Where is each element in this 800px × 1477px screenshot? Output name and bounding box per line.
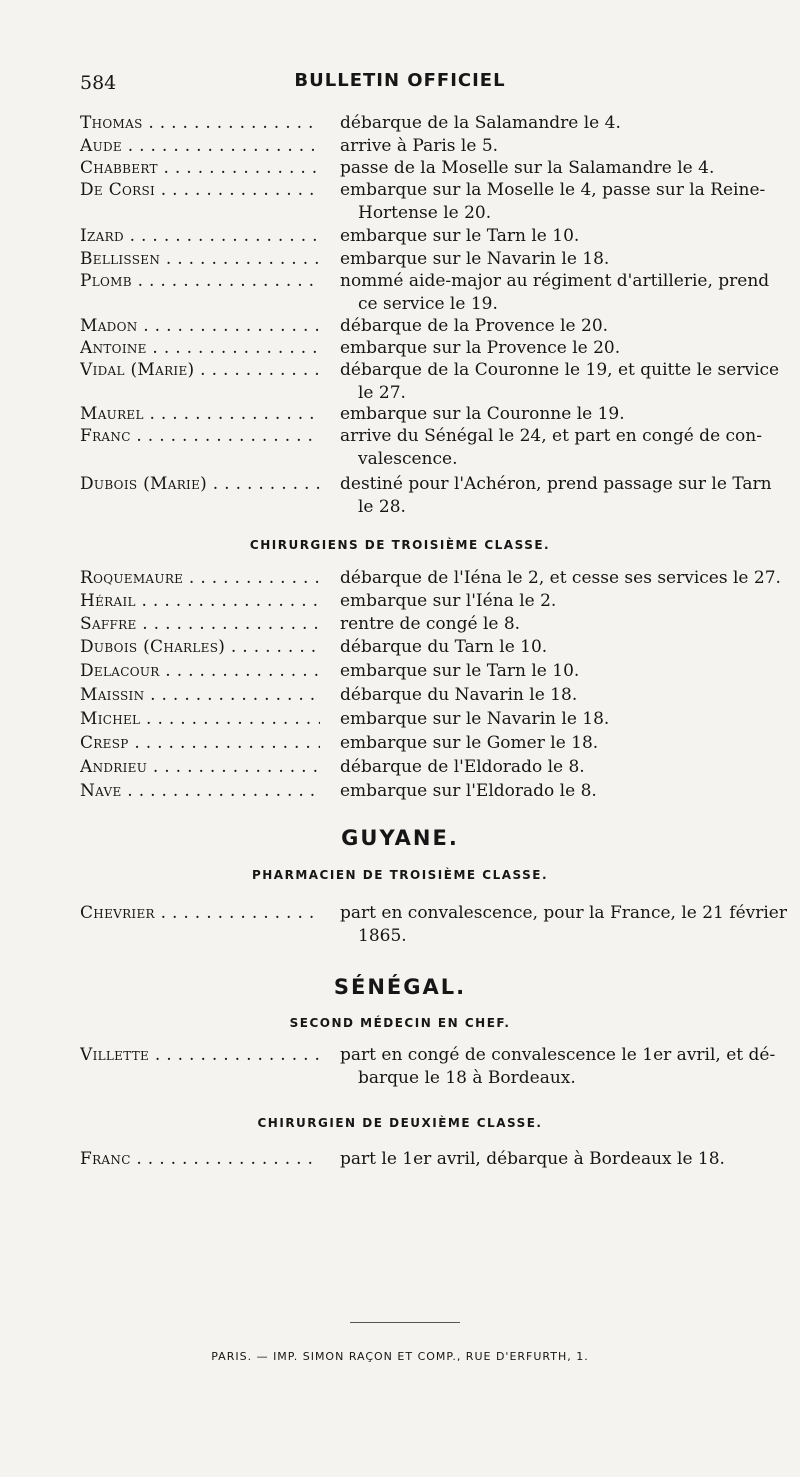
entry-text: débarque de l'Eldorado le 8. [340,757,585,777]
entry-continuation: Hortense le 20. [358,203,492,223]
entry-name: Bellissen . . . [80,248,320,270]
entry-text: débarque de la Salamandre le 4. [340,113,621,133]
section-heading: CHIRURGIENS DE TROISIÈME CLASSE. [249,538,551,552]
entry-continuation: barque le 18 à Bordeaux. [358,1068,576,1088]
entry-name: Franc . . . [80,425,320,447]
entry-continuation: le 27. [358,383,406,403]
region-heading-guyane: GUYANE. [341,826,459,850]
entry-name: Vidal (Marie) . . . [80,359,320,381]
entry-text: embarque sur le Tarn le 10. [340,226,580,246]
entry-text: destiné pour l'Achéron, prend passage sur le Tarn [340,474,772,494]
entry-name: Dubois (Marie) . . . [80,473,320,495]
entry-name: Villette . . . [80,1044,320,1066]
entry-continuation: 1865. [358,926,407,946]
entry-continuation: ce service le 19. [358,294,498,314]
entry-name: Nave . . . [80,780,320,802]
section-heading: CHIRURGIEN DE DEUXIÈME CLASSE. [257,1116,543,1130]
entry-text: embarque sur le Navarin le 18. [340,249,610,269]
running-title: BULLETIN OFFICIEL [294,70,506,91]
entry-name: Hérail . . . [80,590,320,612]
entry-text: débarque du Tarn le 10. [340,637,548,657]
divider [350,1322,460,1323]
entry-text: arrive à Paris le 5. [340,136,499,156]
entry-text: nommé aide-major au régiment d'artillerie, prend [340,271,770,291]
entry-name: Saffre . . . [80,613,320,635]
entry-text: part le 1er avril, débarque à Bordeaux le 18. [340,1149,725,1169]
section-heading: SECOND MÉDECIN EN CHEF. [289,1016,511,1030]
page-number: 584 [80,72,117,94]
entry-text: rentre de congé le 8. [340,614,521,634]
entry-text: embarque sur la Provence le 20. [340,338,621,358]
entry-name: Chabbert . . . [80,157,320,179]
entry-name: Plomb . . . [80,270,320,292]
entry-text: embarque sur le Navarin le 18. [340,709,610,729]
entry-name: Madon . . . [80,315,320,337]
entry-name: De Corsi . . . [80,179,320,201]
entry-name: Michel . . . [80,708,320,730]
entry-text: débarque du Navarin le 18. [340,685,578,705]
entry-name: Antoine . . . [80,337,320,359]
entry-continuation: le 28. [358,497,406,517]
printer-imprint: PARIS. — IMP. SIMON RAÇON ET COMP., RUE D'ERFURTH, 1. [211,1350,589,1363]
entry-text: part en congé de convalescence le 1er avril, et dé- [340,1045,776,1065]
entry-text: embarque sur l'Eldorado le 8. [340,781,597,801]
entry-text: embarque sur le Gomer le 18. [340,733,599,753]
entry-name: Andrieu . . . [80,756,320,778]
region-heading-senegal: SÉNÉGAL. [333,975,467,999]
entry-name: Thomas . . . [80,112,320,134]
entry-text: passe de la Moselle sur la Salamandre le 4. [340,158,715,178]
entry-name: Cresp . . . [80,732,320,754]
entry-text: embarque sur la Moselle le 4, passe sur la Reine- [340,180,766,200]
entry-text: embarque sur le Tarn le 10. [340,661,580,681]
entry-name: Dubois (Charles) . . . [80,636,320,658]
entry-text: arrive du Sénégal le 24, et part en congé de con- [340,426,762,446]
section-heading: PHARMACIEN DE TROISIÈME CLASSE. [251,868,549,882]
entry-name: Franc . . . [80,1148,320,1170]
entry-name: Maissin . . . [80,684,320,706]
entry-text: débarque de la Couronne le 19, et quitte le service [340,360,780,380]
entry-name: Delacour . . . [80,660,320,682]
entry-text: débarque de la Provence le 20. [340,316,609,336]
entry-name: Izard . . . [80,225,320,247]
entry-text: embarque sur l'Iéna le 2. [340,591,557,611]
entry-text: part en convalescence, pour la France, le 21 février [340,903,787,923]
entry-name: Chevrier . . . [80,902,320,924]
entry-continuation: valescence. [358,449,458,469]
entry-name: Aude . . . [80,135,320,157]
entry-name: Roquemaure . . . [80,567,320,589]
entry-text: débarque de l'Iéna le 2, et cesse ses services le 27. [340,568,781,588]
entry-name: Maurel . . . [80,403,320,425]
entry-text: embarque sur la Couronne le 19. [340,404,625,424]
